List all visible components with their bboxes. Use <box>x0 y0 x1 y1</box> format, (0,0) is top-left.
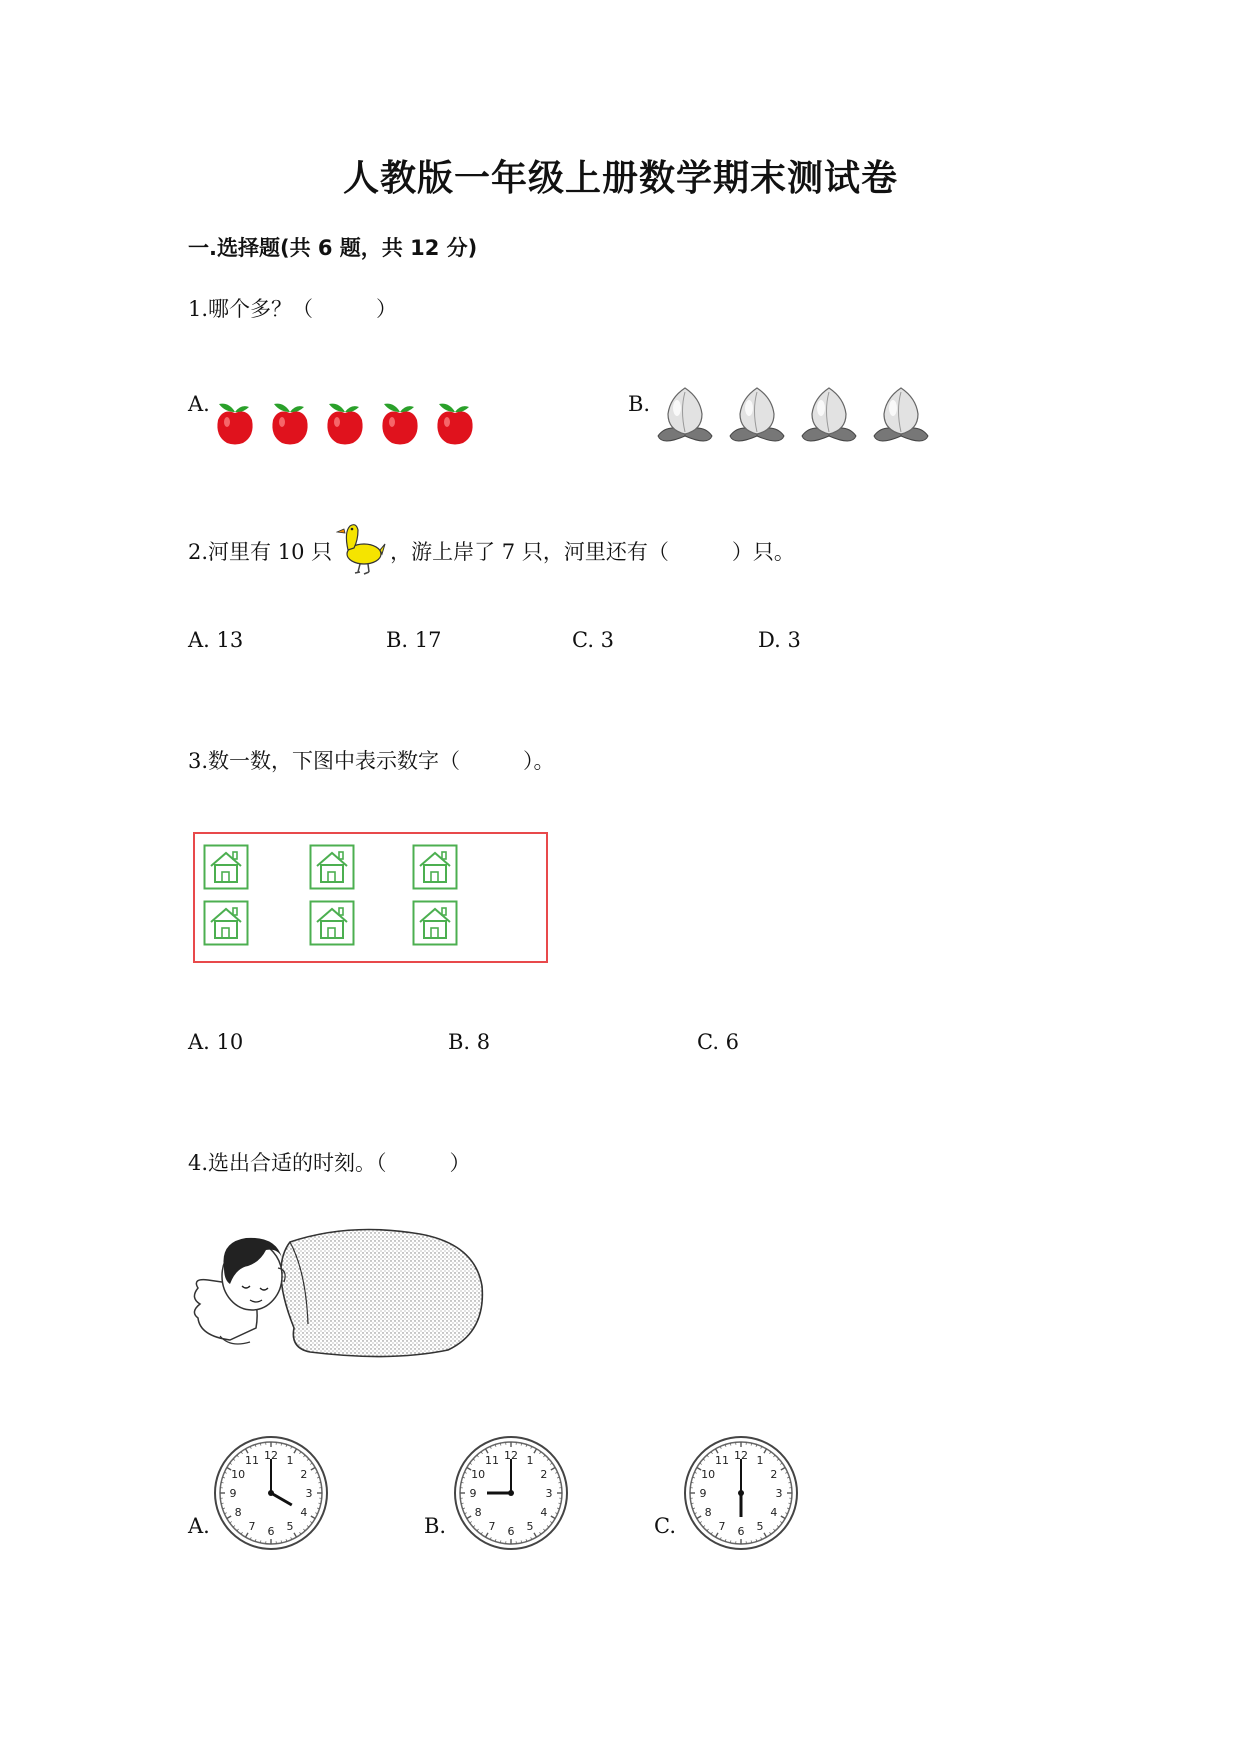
q3-option-b: B. 8 <box>448 1030 491 1054</box>
q3-option-a: A. 10 <box>188 1030 244 1054</box>
svg-text:11: 11 <box>485 1454 499 1468</box>
svg-text:4: 4 <box>300 1506 308 1519</box>
svg-text:10: 10 <box>231 1468 246 1481</box>
svg-text:8: 8 <box>474 1506 482 1519</box>
svg-text:11: 11 <box>245 1454 259 1468</box>
q2-option-d: D. 3 <box>758 628 801 652</box>
svg-text:1: 1 <box>526 1454 534 1468</box>
svg-text:12: 12 <box>734 1449 748 1462</box>
svg-text:12: 12 <box>264 1449 278 1462</box>
q2-option-a: A. 13 <box>188 628 244 652</box>
svg-text:1: 1 <box>286 1454 294 1468</box>
svg-text:8: 8 <box>234 1506 242 1519</box>
house-icon <box>203 844 247 888</box>
house-icon <box>412 844 456 888</box>
q4-option-a-label: A. <box>188 1514 210 1538</box>
q1-option-a-apples <box>215 398 475 446</box>
svg-text:6: 6 <box>507 1525 515 1538</box>
svg-text:10: 10 <box>471 1468 486 1481</box>
apple-icon <box>380 398 420 446</box>
svg-text:10: 10 <box>701 1468 716 1481</box>
q3-option-c: C. 6 <box>697 1030 740 1054</box>
svg-text:2: 2 <box>540 1468 548 1481</box>
clock-icon-a <box>212 1434 330 1552</box>
question-4-text: 4.选出合适的时刻。（ ） <box>188 1151 471 1175</box>
apple-icon <box>435 398 475 446</box>
q2-text-before: 2.河里有 10 只 <box>188 539 333 564</box>
svg-text:2: 2 <box>300 1468 308 1481</box>
svg-text:7: 7 <box>718 1519 726 1533</box>
house-icon <box>309 844 353 888</box>
peach-icon <box>800 384 858 448</box>
svg-text:2: 2 <box>770 1468 778 1481</box>
svg-text:7: 7 <box>248 1519 256 1533</box>
q2-option-c: C. 3 <box>572 628 615 652</box>
question-3-text: 3.数一数，下图中表示数字（ ）。 <box>188 749 555 773</box>
section-heading: 一.选择题(共 6 题，共 12 分) <box>188 236 478 260</box>
svg-text:9: 9 <box>469 1487 477 1500</box>
svg-text:3: 3 <box>305 1487 313 1500</box>
peach-icon <box>872 384 930 448</box>
q1-option-b-label: B. <box>628 392 651 416</box>
apple-icon <box>270 398 310 446</box>
q1-option-a-label: A. <box>188 392 210 416</box>
svg-text:9: 9 <box>699 1487 707 1500</box>
svg-text:6: 6 <box>267 1525 275 1538</box>
q4-option-c-label: C. <box>654 1514 676 1538</box>
svg-text:1: 1 <box>756 1454 764 1468</box>
house-icon <box>309 900 353 944</box>
clock-icon-b <box>452 1434 570 1552</box>
svg-text:4: 4 <box>770 1506 778 1519</box>
q2-text-after: ，游上岸了 7 只，河里还有（ ）只。 <box>390 539 795 564</box>
svg-text:6: 6 <box>737 1525 745 1538</box>
svg-text:5: 5 <box>526 1519 534 1533</box>
svg-text:9: 9 <box>229 1487 237 1500</box>
q2-option-b: B. 17 <box>386 628 442 652</box>
svg-text:3: 3 <box>545 1487 553 1500</box>
q1-option-b-peaches <box>656 384 930 448</box>
question-2-text <box>188 520 795 581</box>
peach-icon <box>728 384 786 448</box>
svg-text:7: 7 <box>488 1519 496 1533</box>
svg-text:12: 12 <box>504 1449 518 1462</box>
apple-icon <box>215 398 255 446</box>
house-frame <box>193 832 548 963</box>
svg-text:5: 5 <box>286 1519 294 1533</box>
sleeping-boy-icon <box>190 1228 490 1366</box>
svg-text:5: 5 <box>756 1519 764 1533</box>
svg-text:3: 3 <box>775 1487 783 1500</box>
svg-text:8: 8 <box>704 1506 712 1519</box>
question-1-text: 1.哪个多？（ ） <box>188 297 398 321</box>
svg-text:4: 4 <box>540 1506 548 1519</box>
page-title: 人教版一年级上册数学期末测试卷 <box>342 158 898 199</box>
svg-text:11: 11 <box>715 1454 729 1468</box>
duck-icon <box>336 520 386 581</box>
clock-icon-c <box>682 1434 800 1552</box>
q4-option-b-label: B. <box>424 1514 447 1538</box>
peach-icon <box>656 384 714 448</box>
house-icon <box>412 900 456 944</box>
apple-icon <box>325 398 365 446</box>
house-icon <box>203 900 247 944</box>
